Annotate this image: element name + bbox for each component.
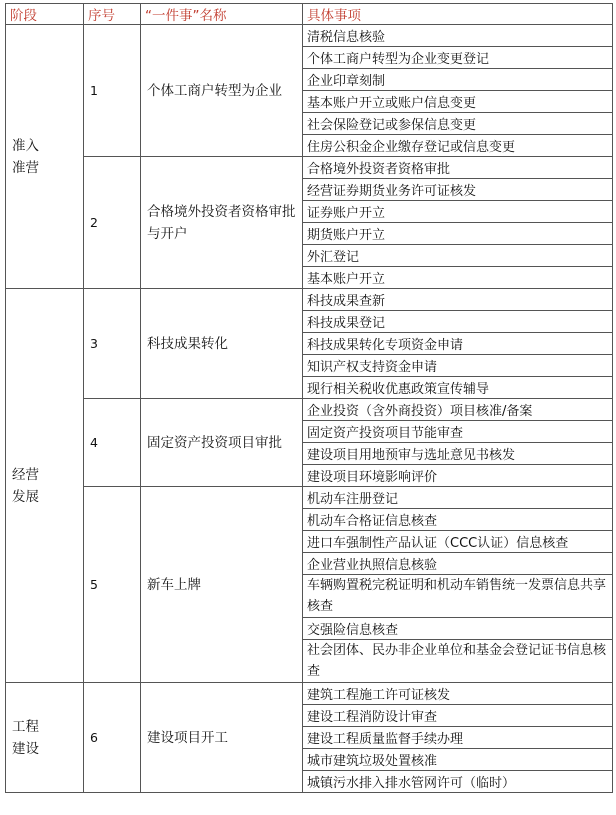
item-cell: 机动车合格证信息核查 bbox=[303, 509, 613, 531]
item-cell: 建设工程质量监督手续办理 bbox=[303, 727, 613, 749]
item-cell: 企业印章刻制 bbox=[303, 69, 613, 91]
header-items: 具体事项 bbox=[303, 4, 613, 25]
table-row bbox=[6, 289, 613, 311]
header-no: 序号 bbox=[84, 4, 141, 25]
table-row bbox=[6, 157, 613, 179]
table-row bbox=[6, 683, 613, 705]
item-cell: 社会团体、民办非企业单位和基金会登记证书信息核查 bbox=[303, 640, 613, 683]
stage-cell: 工程建设 bbox=[6, 683, 84, 793]
item-cell: 科技成果转化专项资金申请 bbox=[303, 333, 613, 355]
table-row bbox=[6, 25, 613, 47]
item-cell: 住房公积金企业缴存登记或信息变更 bbox=[303, 135, 613, 157]
item-cell: 证券账户开立 bbox=[303, 201, 613, 223]
item-cell: 机动车注册登记 bbox=[303, 487, 613, 509]
header-name: “一件事”名称 bbox=[141, 4, 303, 25]
group-name: 合格境外投资者资格审批与开户 bbox=[141, 157, 303, 289]
group-number: 4 bbox=[84, 399, 141, 487]
item-cell: 建筑工程施工许可证核发 bbox=[303, 683, 613, 705]
group-name: 新车上牌 bbox=[141, 487, 303, 683]
item-cell: 现行相关税收优惠政策宣传辅导 bbox=[303, 377, 613, 399]
group-name: 科技成果转化 bbox=[141, 289, 303, 399]
group-name: 建设项目开工 bbox=[141, 683, 303, 793]
item-cell: 期货账户开立 bbox=[303, 223, 613, 245]
group-name: 个体工商户转型为企业 bbox=[141, 25, 303, 157]
item-cell: 知识产权支持资金申请 bbox=[303, 355, 613, 377]
item-cell: 城镇污水排入排水管网许可（临时） bbox=[303, 771, 613, 793]
item-cell: 外汇登记 bbox=[303, 245, 613, 267]
item-cell: 建设工程消防设计审查 bbox=[303, 705, 613, 727]
item-cell: 建设项目用地预审与选址意见书核发 bbox=[303, 443, 613, 465]
group-number: 2 bbox=[84, 157, 141, 289]
item-cell: 企业投资（含外商投资）项目核准/备案 bbox=[303, 399, 613, 421]
group-number: 5 bbox=[84, 487, 141, 683]
group-number: 1 bbox=[84, 25, 141, 157]
item-cell: 固定资产投资项目节能审查 bbox=[303, 421, 613, 443]
group-number: 3 bbox=[84, 289, 141, 399]
item-cell: 科技成果查新 bbox=[303, 289, 613, 311]
matters-table bbox=[5, 3, 613, 793]
header-stage: 阶段 bbox=[6, 4, 84, 25]
item-cell: 城市建筑垃圾处置核准 bbox=[303, 749, 613, 771]
item-cell: 基本账户开立 bbox=[303, 267, 613, 289]
item-cell: 清税信息核验 bbox=[303, 25, 613, 47]
item-cell: 经营证券期货业务许可证核发 bbox=[303, 179, 613, 201]
item-cell: 交强险信息核查 bbox=[303, 618, 613, 640]
stage-cell: 经营发展 bbox=[6, 289, 84, 683]
table-row bbox=[6, 487, 613, 509]
item-cell: 社会保险登记或参保信息变更 bbox=[303, 113, 613, 135]
item-cell: 基本账户开立或账户信息变更 bbox=[303, 91, 613, 113]
header-row bbox=[6, 4, 613, 25]
item-cell: 企业营业执照信息核验 bbox=[303, 553, 613, 575]
item-cell: 车辆购置税完税证明和机动车销售统一发票信息共享核查 bbox=[303, 575, 613, 618]
table-row bbox=[6, 399, 613, 421]
group-name: 固定资产投资项目审批 bbox=[141, 399, 303, 487]
item-cell: 进口车强制性产品认证（CCC认证）信息核查 bbox=[303, 531, 613, 553]
group-number: 6 bbox=[84, 683, 141, 793]
stage-cell: 准入准营 bbox=[6, 25, 84, 289]
item-cell: 合格境外投资者资格审批 bbox=[303, 157, 613, 179]
item-cell: 建设项目环境影响评价 bbox=[303, 465, 613, 487]
item-cell: 科技成果登记 bbox=[303, 311, 613, 333]
item-cell: 个体工商户转型为企业变更登记 bbox=[303, 47, 613, 69]
matters-table-container bbox=[5, 3, 612, 793]
